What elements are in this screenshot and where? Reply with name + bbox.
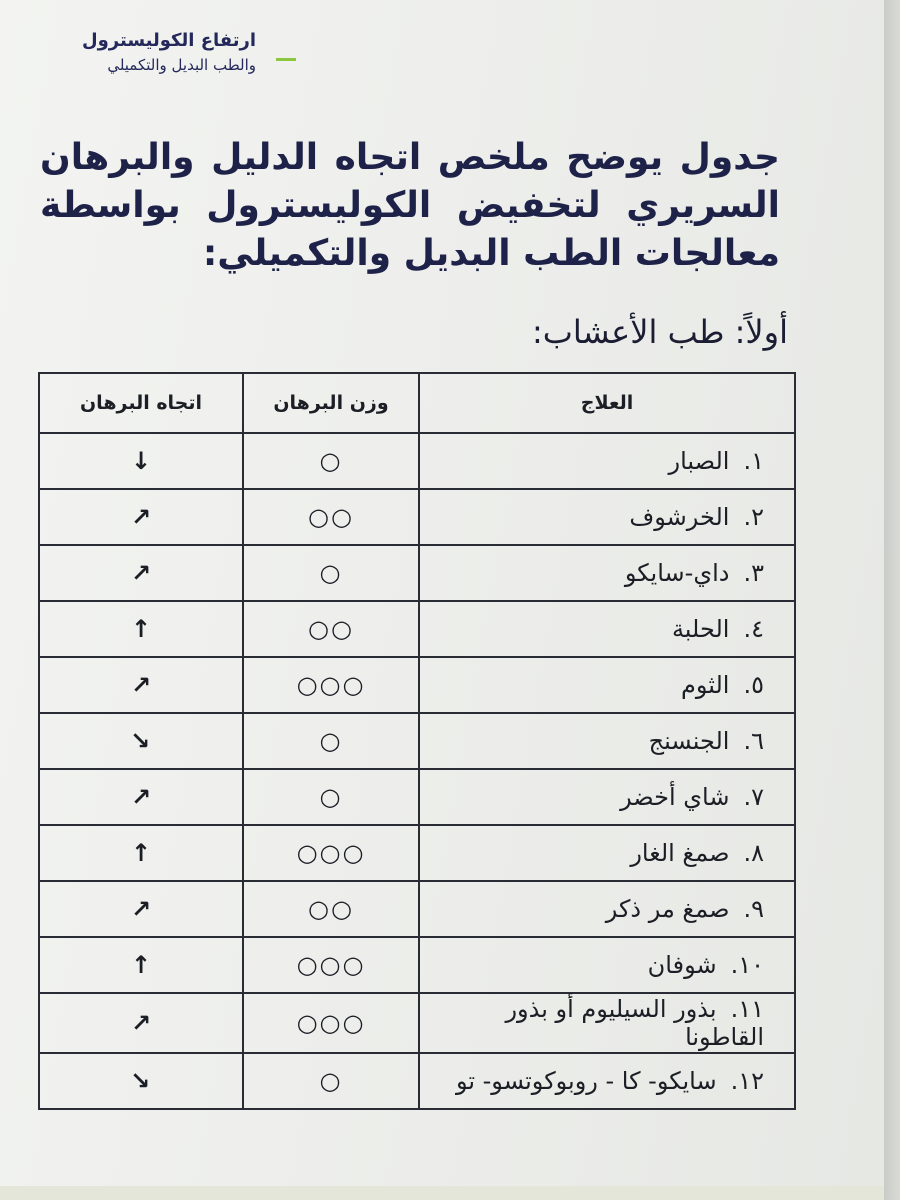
treatment-cell xyxy=(419,713,795,769)
treatment-name: صمغ مر ذكر xyxy=(605,895,730,923)
evidence-weight-cell xyxy=(243,1053,419,1109)
evidence-weight-circles: ○ xyxy=(319,559,343,587)
treatment-cell xyxy=(419,769,795,825)
treatment-name: شوفان xyxy=(647,951,717,979)
row-number: ١١. xyxy=(730,995,764,1023)
evidence-weight-cell xyxy=(243,489,419,545)
table-row xyxy=(39,433,795,489)
arrow-up-right-icon: ↑ xyxy=(123,891,159,927)
evidence-weight-circles: ○○○ xyxy=(296,671,366,699)
table-header-row xyxy=(39,373,795,433)
treatment-name: شاي أخضر xyxy=(620,783,730,811)
table-row xyxy=(39,993,795,1053)
evidence-weight-circles: ○ xyxy=(319,727,343,755)
row-number: ٤. xyxy=(743,615,764,643)
table-heading: جدول يوضح ملخص اتجاه الدليل والبرهان السريري لتخفيض الكوليسترول بواسطة معالجات الطب البديل والتكميلي: xyxy=(40,137,780,274)
treatment-cell xyxy=(419,489,795,545)
treatment-cell xyxy=(419,825,795,881)
evidence-weight-cell xyxy=(243,825,419,881)
evidence-direction-cell xyxy=(39,993,243,1053)
treatment-cell xyxy=(419,1053,795,1109)
table-row xyxy=(39,825,795,881)
arrow-down-right-icon: ↓ xyxy=(123,1063,159,1099)
evidence-weight-cell xyxy=(243,657,419,713)
evidence-weight-circles: ○ xyxy=(319,447,343,475)
table-row xyxy=(39,601,795,657)
arrow-down-right-icon: ↓ xyxy=(123,723,159,759)
treatment-cell xyxy=(419,433,795,489)
evidence-weight-cell xyxy=(243,601,419,657)
treatment-name: الخرشوف xyxy=(629,503,730,531)
evidence-weight-circles: ○○ xyxy=(308,615,354,643)
arrow-up-right-icon: ↑ xyxy=(123,779,159,815)
evidence-direction-cell xyxy=(39,657,243,713)
column-header-treatment: العلاج xyxy=(419,373,795,433)
row-number: ١٠. xyxy=(730,951,764,979)
table-row xyxy=(39,769,795,825)
arrow-up-icon: ↑ xyxy=(130,615,152,643)
evidence-weight-cell xyxy=(243,433,419,489)
treatment-name: الصبار xyxy=(668,447,730,475)
treatment-name: الثوم xyxy=(680,671,730,699)
header-accent-rule xyxy=(276,58,296,61)
treatment-cell xyxy=(419,937,795,993)
header-title: ارتفاع الكوليسترول xyxy=(81,30,256,51)
evidence-direction-cell xyxy=(39,433,243,489)
arrow-up-right-icon: ↑ xyxy=(123,499,159,535)
arrow-up-icon: ↑ xyxy=(130,839,152,867)
table-row xyxy=(39,713,795,769)
table-row xyxy=(39,489,795,545)
row-number: ١. xyxy=(743,447,764,475)
evidence-direction-cell xyxy=(39,601,243,657)
evidence-weight-cell xyxy=(243,993,419,1053)
table-row xyxy=(39,881,795,937)
arrow-down-icon: ↓ xyxy=(130,447,152,475)
evidence-weight-circles: ○ xyxy=(319,1067,343,1095)
evidence-weight-cell xyxy=(243,713,419,769)
row-number: ٩. xyxy=(743,895,764,923)
arrow-up-right-icon: ↑ xyxy=(123,555,159,591)
evidence-direction-cell xyxy=(39,489,243,545)
arrow-up-right-icon: ↑ xyxy=(123,1005,159,1041)
treatment-cell xyxy=(419,601,795,657)
evidence-weight-cell xyxy=(243,881,419,937)
table-row xyxy=(39,1053,795,1109)
evidence-weight-circles: ○○ xyxy=(308,895,354,923)
row-number: ٧. xyxy=(743,783,764,811)
evidence-weight-circles: ○○ xyxy=(308,503,354,531)
row-number: ٢. xyxy=(743,503,764,531)
treatment-cell xyxy=(419,993,795,1053)
column-header-evidence-direction: اتجاه البرهان xyxy=(39,373,243,433)
treatment-name: الجنسنج xyxy=(648,727,730,755)
treatment-name: بذور السيليوم أو بذور القاطونا xyxy=(505,995,764,1051)
treatment-name: صمغ الغار xyxy=(630,839,730,867)
evidence-direction-cell xyxy=(39,937,243,993)
row-number: ٨. xyxy=(743,839,764,867)
evidence-direction-cell xyxy=(39,825,243,881)
treatment-name: سايكو- كا - روبوكوتسو- تو xyxy=(455,1067,717,1095)
treatment-cell xyxy=(419,545,795,601)
table-row xyxy=(39,937,795,993)
evidence-weight-circles: ○○○ xyxy=(296,1009,366,1037)
evidence-weight-cell xyxy=(243,937,419,993)
evidence-table xyxy=(38,372,796,1110)
row-number: ١٢. xyxy=(730,1067,764,1095)
section-title: أولاً: طب الأعشاب: xyxy=(531,313,788,351)
running-header xyxy=(36,28,256,76)
treatment-name: داي-سايكو xyxy=(624,559,730,587)
table-row xyxy=(39,545,795,601)
evidence-direction-cell xyxy=(39,713,243,769)
evidence-direction-cell xyxy=(39,1053,243,1109)
evidence-direction-cell xyxy=(39,881,243,937)
treatment-cell xyxy=(419,881,795,937)
row-number: ٥. xyxy=(743,671,764,699)
evidence-weight-circles: ○ xyxy=(319,783,343,811)
header-subtitle: والطب البديل والتكميلي xyxy=(107,56,256,74)
table-row xyxy=(39,657,795,713)
treatment-cell xyxy=(419,657,795,713)
arrow-up-right-icon: ↑ xyxy=(123,667,159,703)
evidence-direction-cell xyxy=(39,545,243,601)
evidence-weight-circles: ○○○ xyxy=(296,951,366,979)
treatment-name: الحلبة xyxy=(671,615,730,643)
evidence-weight-cell xyxy=(243,545,419,601)
evidence-direction-cell xyxy=(39,769,243,825)
bottom-strip xyxy=(0,1186,884,1200)
evidence-weight-cell xyxy=(243,769,419,825)
row-number: ٣. xyxy=(743,559,764,587)
column-header-evidence-weight: وزن البرهان xyxy=(243,373,419,433)
evidence-weight-circles: ○○○ xyxy=(296,839,366,867)
arrow-up-icon: ↑ xyxy=(130,951,152,979)
page-edge xyxy=(884,0,900,1200)
row-number: ٦. xyxy=(743,727,764,755)
